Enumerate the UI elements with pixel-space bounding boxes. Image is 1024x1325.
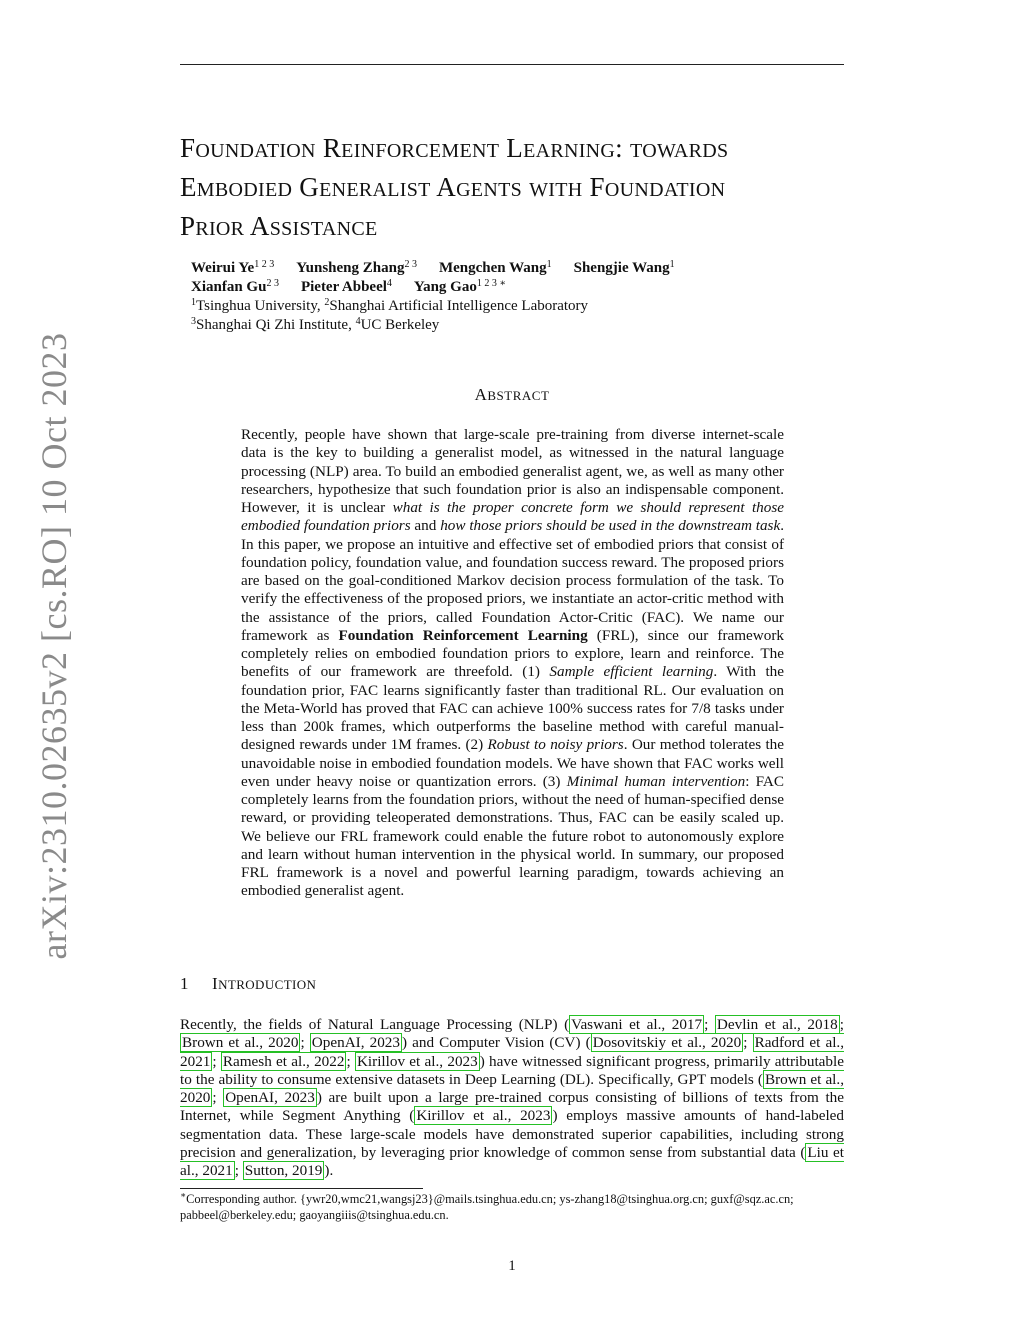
- body-text: Recently, the fields of Natural Language Processing (NLP) (: [180, 1016, 570, 1033]
- body-text: . In this paper, we propose an intuitive and effective set of embodied priors that consist of foundation policy, foundation value, and foundation success reward. The proposed priors are based on the goal-conditioned Markov decision process formulation of the task. To verify the effectiveness of the proposed priors, we instantiate an actor-critic method with the assistance of the priors, called Foundation Actor-Critic (FAC). We name our framework as: [241, 517, 785, 644]
- author-name: Pieter Abbeel: [300, 279, 387, 295]
- title-word-rest: OUNDATION: [195, 140, 316, 162]
- body-text: ) employs massive amounts of hand-labeled segmentation data. These large-scale models have demonstrated superior capabilities, including strong precision and generalization, by leveraging prior knowledge of common sense from substantial data (: [180, 1107, 844, 1162]
- citation-link[interactable]: OpenAI, 2023: [311, 1034, 400, 1052]
- affiliation-mark: 2: [324, 297, 330, 308]
- body-text: ) are built upon a large pre-trained corpus consisting of billions of texts from the Internet, while Segment Anything (: [180, 1089, 844, 1125]
- author-block: [191, 259, 851, 335]
- citation-link[interactable]: Sutton, 2019: [244, 1162, 323, 1180]
- title-word-cap: A: [249, 211, 270, 241]
- title-line-1: [180, 130, 860, 169]
- bold-text: Foundation Reinforcement Learning: [338, 626, 588, 644]
- body-text: and: [410, 517, 441, 535]
- body-text: . With the foundation prior, FAC learns significantly faster than traditional RL. Our evaluation on the Meta-World has proved that FAC can achieve 100% success rates for 7/8 tasks under less than 200k frames, which outperforms the baseline method with careful manual-designed rewards under 1M frames. (2): [241, 663, 784, 754]
- citation-link[interactable]: OpenAI, 2023: [225, 1089, 315, 1107]
- title-word-cap: L: [506, 133, 524, 163]
- citation-link[interactable]: Liu et al., 2021: [180, 1144, 844, 1180]
- emphasis-text: Robust to noisy priors: [487, 736, 624, 754]
- arxiv-stamp: [20, 332, 88, 960]
- title-word-rest: OUNDATION: [604, 179, 726, 201]
- affiliation-name: Shanghai Artificial Intelligence Laboratory: [329, 298, 589, 314]
- citation-link[interactable]: Radford et al., 2021: [180, 1034, 845, 1070]
- citation-link[interactable]: Ramesh et al., 2022: [222, 1052, 345, 1070]
- body-text: ;: [300, 1034, 310, 1052]
- page-number: 1: [508, 1258, 516, 1274]
- title-word-cap: A: [436, 172, 457, 202]
- citation-link[interactable]: Kirillov et al., 2023: [356, 1052, 478, 1070]
- footnote: ∗Corresponding author. {ywr20,wmc21,wangsj23}@mails.tsinghua.edu.cn; ys-zhang18@tsinghua.org.cn; guxf@sqz.ac.cn; pabbeel@berkeley.edu; gaoyangiiis@tsinghua.edu.cn.: [180, 1189, 794, 1222]
- title-word-rest: SSISTANCE: [269, 218, 378, 240]
- title-line-3: [180, 208, 860, 247]
- citation-link[interactable]: Devlin et al., 2018: [716, 1016, 838, 1033]
- affiliation-name: Shanghai Qi Zhi Institute,: [196, 317, 356, 333]
- title-word-cap: F: [180, 133, 196, 163]
- introduction-body: [180, 1016, 844, 1181]
- title-line-2: [180, 169, 860, 208]
- affiliation-name: UC Berkeley: [360, 317, 440, 333]
- affiliation-name: Tsinghua University,: [196, 298, 325, 314]
- body-text: Recently, people have shown that large-scale pre-training from diverse internet-scale data is the key to building a generalist model, as witnessed in the natural language processing (NLP) area. To build an embodied generalist agent, we, as well as many other researchers, hypothesize that such foundation prior is also an indispensable component. However, it is unclear: [241, 426, 784, 516]
- affiliation-mark: 3: [191, 316, 196, 327]
- title-word-cap: P: [180, 211, 196, 241]
- section-heading-introduction: 1 INTRODUCTION: [180, 974, 317, 993]
- body-text: ) and Computer Vision (CV) (: [401, 1034, 591, 1052]
- author-affiliation-marks: 4: [386, 278, 392, 289]
- body-text: ;: [346, 1052, 355, 1070]
- emphasis-text: how those priors should be used in the downstream task: [440, 517, 781, 535]
- title-word-cap: G: [299, 172, 320, 202]
- title-word-cap: :: [615, 133, 623, 163]
- affiliation-mark: 4: [355, 316, 361, 327]
- body-text: ) have witnessed significant progress, primarily attributable to the ability to consume extensive datasets in Deep Learning (DL). Specifically, GPT models (: [180, 1052, 844, 1088]
- body-text: ;: [743, 1034, 753, 1052]
- author-affiliation-marks: 2 3: [266, 278, 279, 289]
- author-line-2: [191, 278, 851, 297]
- author-name: Xianfan Gu: [191, 279, 267, 295]
- body-text: ;: [704, 1016, 715, 1033]
- author-name: Yunsheng Zhang: [296, 260, 405, 276]
- body-text: ;: [212, 1089, 224, 1107]
- arxiv-stamp-text: arXiv:2310.02635v2 [cs.RO] 10 Oct 2023: [34, 332, 74, 960]
- author-name: Weirui Ye: [191, 260, 255, 276]
- title-word-cap: E: [180, 172, 197, 202]
- author-name: Yang Gao: [413, 279, 477, 295]
- affiliation-line-2: [191, 316, 851, 335]
- body-text: : FAC completely learns from the foundation priors, without the need of human-specified dense reward, or providing teleoperated demonstrations. Thus, FAC can be easily scaled up. We believe our FRL framework could enable the future robot to autonomously explore and learn without human intervention in the physical world. In summary, our proposed FRL framework is a novel and powerful learning paradigm, towards achieving an embodied generalist agent.: [241, 772, 784, 900]
- author-name: Shengjie Wang: [573, 260, 670, 276]
- author-affiliation-marks: 1 2 3: [254, 259, 275, 270]
- emphasis-text: Sample efficient learning: [549, 663, 714, 681]
- title-word-cap: F: [589, 172, 605, 202]
- abstract-body: [241, 426, 784, 901]
- affiliation-mark: 1: [191, 297, 196, 308]
- citation-link[interactable]: Brown et al., 2020: [182, 1034, 299, 1052]
- title-word-rest: RIOR: [195, 218, 245, 240]
- author-affiliation-marks: 1: [669, 259, 675, 270]
- author-line-1: [191, 259, 851, 278]
- title-word-rest: TOWARDS: [630, 140, 729, 162]
- author-name: Mengchen Wang: [438, 260, 547, 276]
- citation-link[interactable]: Vaswani et al., 2017: [571, 1016, 703, 1033]
- abstract-heading: ABSTRACT: [474, 385, 550, 404]
- body-text: ;: [234, 1162, 243, 1180]
- title-word-rest: MBODIED: [196, 179, 293, 201]
- body-text: . Our method tolerates the unavoidable noise in embodied foundation models. We have shown that FAC works well even under heavy noise or quantization errors. (3): [241, 736, 784, 790]
- author-affiliation-marks: 1 2 3 ∗: [476, 278, 507, 289]
- author-affiliation-marks: 1: [546, 259, 552, 270]
- body-text: (FRL), since our framework completely relies on embodied foundation priors to explore, learn and reinforce. The benefits of our framework are threefold. (1): [241, 626, 785, 681]
- citation-link[interactable]: Dosovitskiy et al., 2020: [592, 1034, 742, 1052]
- title-word-rest: WITH: [529, 179, 583, 201]
- title-word-cap: R: [322, 133, 342, 163]
- title-word-rest: ENERALIST: [319, 179, 431, 201]
- top-rule: [180, 64, 844, 65]
- body-text: ;: [839, 1016, 844, 1033]
- body-text: ).: [324, 1162, 334, 1180]
- footnote-rule: [180, 1188, 423, 1189]
- title-word-rest: EARNING: [523, 140, 616, 162]
- title-word-rest: GENTS: [456, 179, 523, 201]
- emphasis-text: what is the proper concrete form we should represent those embodied foundation priors: [241, 499, 785, 535]
- citation-link[interactable]: Brown et al., 2020: [180, 1070, 844, 1107]
- emphasis-text: Minimal human intervention: [566, 772, 746, 790]
- citation-link[interactable]: Kirillov et al., 2023: [416, 1107, 551, 1125]
- author-affiliation-marks: 2 3: [404, 259, 417, 270]
- title-word-rest: EINFORCEMENT: [341, 140, 500, 162]
- paper-title: [180, 130, 860, 247]
- body-text: ;: [212, 1052, 221, 1070]
- affiliation-line-1: [191, 297, 851, 316]
